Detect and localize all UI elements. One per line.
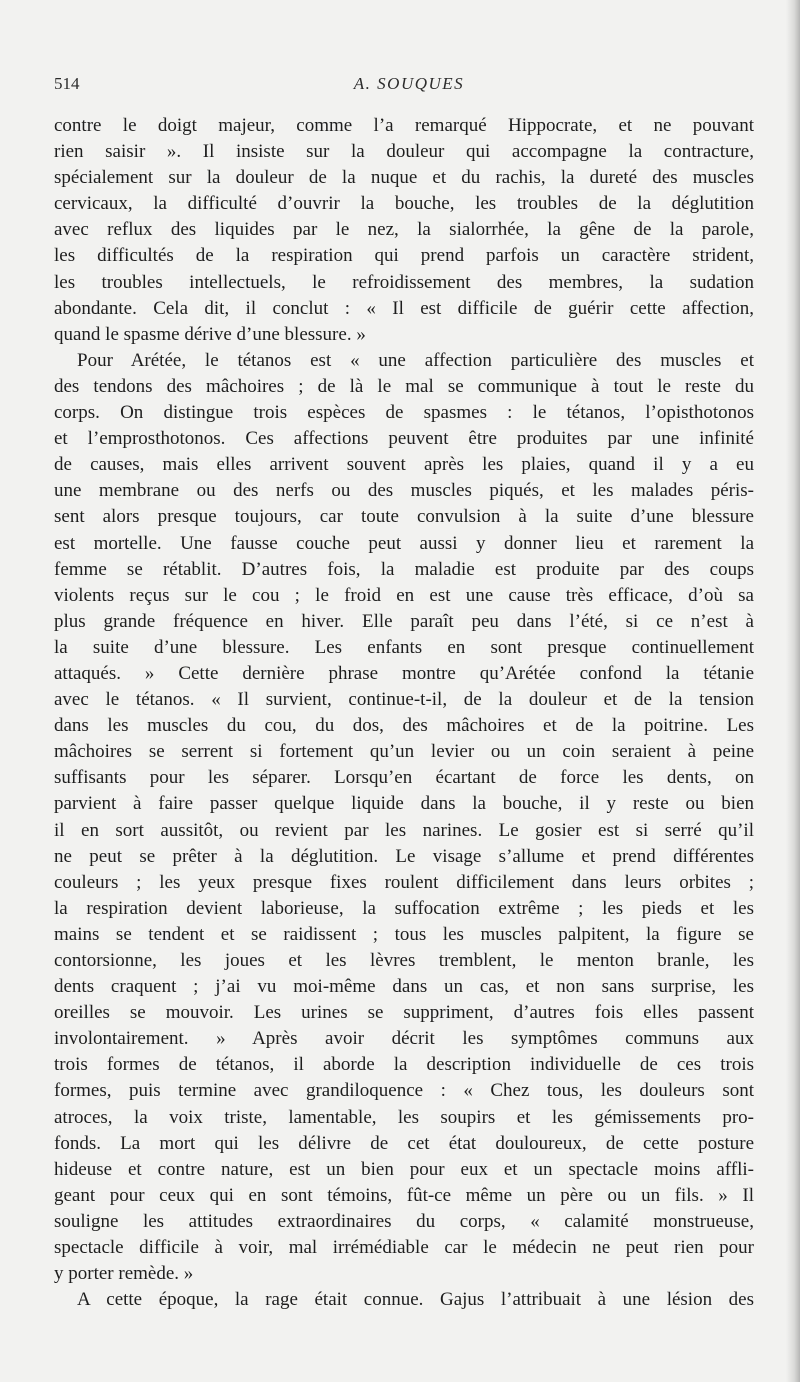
text-line: y porter remède. » (54, 1263, 194, 1285)
text-line: des tendons des mâchoires ; de là le mal se communique à tout le reste du (54, 375, 754, 397)
text-line: rien saisir ». Il insiste sur la douleur qui accompagne la contracture, (54, 141, 754, 163)
text-line: contre le doigt majeur, comme l’a remarqué Hippocrate, et ne pouvant (54, 115, 754, 136)
text-line: atroces, la voix triste, lamentable, les soupirs et les gémissements pro- (54, 1106, 754, 1128)
text-line: geant pour ceux qui en sont témoins, fût-ce même un père ou un fils. » Il (54, 1184, 754, 1206)
text-line: oreilles se mouvoir. Les urines se suppriment, d’autres fois elles passent (54, 1002, 754, 1024)
text-line: les troubles intellectuels, le refroidissement des membres, la sudation (54, 271, 754, 293)
text-line: la suite d’une blessure. Les enfants en sont presque continuellement (54, 636, 754, 658)
text-line: Pour Arétée, le tétanos est « une affection particulière des muscles et (77, 349, 754, 371)
text-line: trois formes de tétanos, il aborde la description individuelle de ces trois (54, 1054, 754, 1076)
text-line: les difficultés de la respiration qui prend parfois un caractère strident, (54, 245, 754, 267)
text-line: A cette époque, la rage était connue. Gajus l’attribuait à une lésion des (77, 1289, 754, 1311)
text-line: couleurs ; les yeux presque fixes roulent difficilement dans leurs orbites ; (54, 871, 754, 893)
page-header (54, 74, 764, 104)
text-line: spécialement sur la douleur de la nuque et du rachis, la dureté des muscles (54, 167, 754, 189)
text-line: avec reflux des liquides par le nez, la sialorrhée, la gêne de la parole, (54, 219, 754, 241)
text-line: plus grande fréquence en hiver. Elle paraît peu dans l’été, si ce n’est à (54, 610, 754, 632)
text-line: mâchoires se serrent si fortement qu’un levier ou un coin seraient à peine (54, 741, 754, 763)
text-line: la respiration devient laborieuse, la suffocation extrême ; les pieds et les (54, 897, 754, 919)
text-line: attaqués. » Cette dernière phrase montre qu’Arétée confond la tétanie (54, 662, 754, 684)
text-line: spectacle difficile à voir, mal irrémédiable car le médecin ne peut rien pour (54, 1237, 754, 1259)
text-line: ne peut se prêter à la déglutition. Le visage s’allume et prend différentes (54, 845, 754, 867)
text-line: est mortelle. Une fausse couche peut aussi y donner lieu et rarement la (54, 532, 754, 554)
body-text (54, 113, 754, 1313)
text-line: violents reçus sur le cou ; le froid en est une cause très efficace, d’où sa (54, 584, 754, 606)
text-line: dans les muscles du cou, du dos, des mâchoires et de la poitrine. Les (54, 715, 754, 737)
text-line: fonds. La mort qui les délivre de cet état douloureux, de cette posture (54, 1132, 754, 1154)
text-line: une membrane ou des nerfs ou des muscles piqués, et les malades péris- (54, 480, 754, 502)
text-line: abondante. Cela dit, il conclut : « Il est difficile de guérir cette affection, (54, 297, 754, 319)
text-line: sent alors presque toujours, car toute convulsion à la suite d’une blessure (54, 506, 754, 528)
text-line: dents craquent ; j’ai vu moi-même dans un cas, et non sans surprise, les (54, 976, 754, 998)
text-line: parvient à faire passer quelque liquide dans la bouche, il y reste ou bien (54, 793, 754, 815)
text-line: formes, puis termine avec grandiloquence : « Chez tous, les douleurs sont (54, 1080, 754, 1102)
text-line: femme se rétablit. D’autres fois, la maladie est produite par des coups (54, 558, 754, 580)
text-line: suffisants pour les séparer. Lorsqu’en écartant de force les dents, on (54, 767, 754, 789)
text-line: corps. On distingue trois espèces de spasmes : le tétanos, l’opisthotonos (54, 402, 754, 424)
text-line: et l’emprosthotonos. Ces affections peuvent être produites par une infinité (54, 428, 754, 450)
text-line: il en sort aussitôt, ou revient par les narines. Le gosier est si serré qu’il (54, 819, 754, 841)
text-line: de causes, mais elles arrivent souvent après les plaies, quand il y a eu (54, 454, 754, 476)
text-line: souligne les attitudes extraordinaires du corps, « calamité monstrueuse, (54, 1210, 754, 1232)
text-line: cervicaux, la difficulté d’ouvrir la bouche, les troubles de la déglutition (54, 193, 754, 215)
text-line: hideuse et contre nature, est un bien pour eux et un spectacle moins affli- (54, 1158, 754, 1180)
running-head: A. SOUQUES (353, 74, 465, 93)
text-line: involontairement. » Après avoir décrit les symptômes communs aux (54, 1028, 754, 1050)
text-line: quand le spasme dérive d’une blessure. » (54, 323, 366, 345)
text-line: contorsionne, les joues et les lèvres tremblent, le menton branle, les (54, 950, 754, 971)
text-line: avec le tétanos. « Il survient, continue-t-il, de la douleur et de la tension (54, 689, 754, 711)
text-line: mains se tendent et se raidissent ; tous les muscles palpitent, la figure se (54, 923, 754, 945)
page-number: 514 (54, 74, 80, 93)
page-edge-shadow (786, 0, 800, 1382)
